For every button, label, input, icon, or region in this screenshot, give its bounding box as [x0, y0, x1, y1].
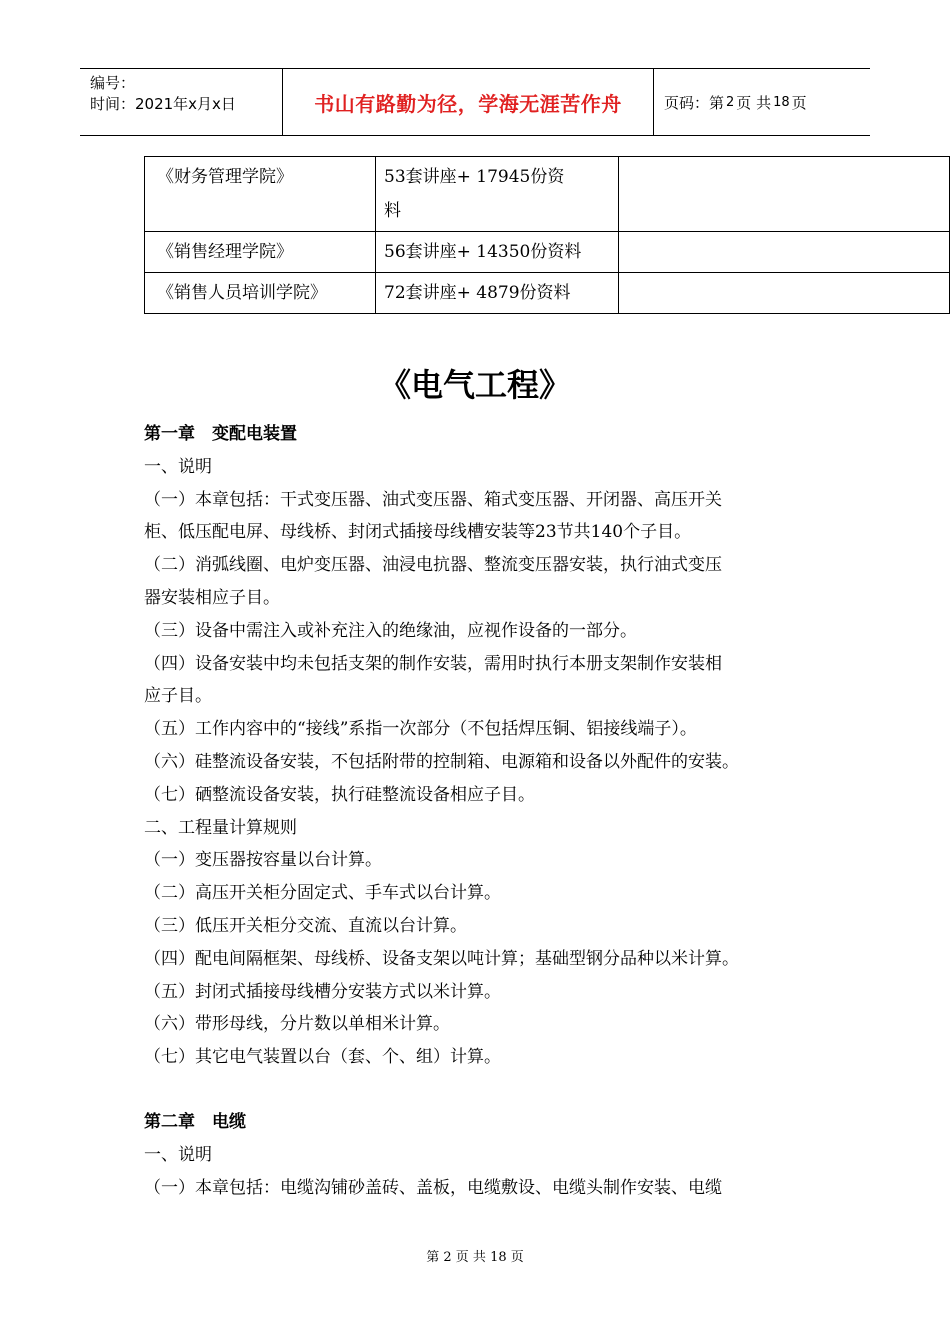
- paragraph-line: （三）设备中需注入或补充注入的绝缘油，应视作设备的一部分。: [144, 620, 637, 641]
- header-page-total: 18: [773, 94, 790, 110]
- section-title: 一、说明: [144, 456, 212, 477]
- paragraph-line: （七）硒整流设备安装，执行硅整流设备相应子目。: [144, 784, 535, 805]
- paragraph-line: （五）工作内容中的“接线”系指一次部分（不包括焊压铜、铝接线端子）。: [144, 719, 697, 740]
- chapter-title: 第一章 变配电装置: [144, 424, 297, 444]
- chapter-title: 第二章 电缆: [144, 1111, 246, 1132]
- table-cell-name: 《销售经理学院》: [145, 232, 376, 273]
- paragraph-line: （六）带形母线，分片数以单相米计算。: [144, 1014, 450, 1035]
- footer-prefix: 第: [426, 1250, 440, 1265]
- header-page-num: 2: [726, 94, 735, 110]
- table-row: [145, 273, 950, 314]
- document-title: 《电气工程》: [378, 366, 571, 404]
- paragraph-line: （二）高压开关柜分固定式、手车式以台计算。: [144, 883, 501, 904]
- header-motto: 书山有路勤为径，学海无涯苦作舟: [282, 69, 654, 135]
- section-title: 一、说明: [144, 1144, 212, 1165]
- spacer: [144, 1074, 824, 1106]
- paragraph-line: （一）本章包括：干式变压器、油式变压器、箱式变压器、开闭器、高压开关: [144, 489, 722, 510]
- header-number-label: 编号：: [90, 74, 136, 92]
- table-cell-extra: [619, 232, 950, 273]
- table-cell-desc-line: 料: [384, 201, 401, 221]
- paragraph-line: （二）消弧线圈、电炉变压器、油浸电抗器、整流变压器安装，执行油式变压: [144, 555, 722, 576]
- paragraph-line: （五）封闭式插接母线槽分安装方式以米计算。: [144, 981, 501, 1002]
- header-page-suffix: 页: [791, 93, 807, 112]
- document-body: [144, 418, 824, 1204]
- header-page-mid: 页 共: [736, 93, 772, 112]
- page-footer: [0, 1246, 950, 1265]
- footer-mid: 页 共: [455, 1250, 486, 1265]
- table-cell-desc-line: 53套讲座+ 17945份资: [384, 167, 565, 187]
- footer-suffix: 页: [510, 1250, 524, 1265]
- paragraph-line: （三）低压开关柜分交流、直流以台计算。: [144, 915, 467, 936]
- paragraph-line: （六）硅整流设备安装，不包括附带的控制箱、电源箱和设备以外配件的安装。: [144, 751, 739, 772]
- table-cell-name: 《财务管理学院》: [145, 157, 376, 232]
- table-row: [145, 232, 950, 273]
- paragraph-line: 器安装相应子目。: [144, 587, 280, 608]
- page-header: [80, 68, 870, 136]
- footer-page-num: 2: [443, 1250, 452, 1265]
- paragraph-line: （四）配电间隔框架、母线桥、设备支架以吨计算；基础型钢分品种以米计算。: [144, 948, 739, 969]
- table-cell-extra: [619, 273, 950, 314]
- paragraph-line: （四）设备安装中均未包括支架的制作安装，需用时执行本册支架制作安装相: [144, 653, 722, 674]
- table-cell-extra: [619, 157, 950, 232]
- paragraph-line: （一）本章包括：电缆沟铺砂盖砖、盖板，电缆敷设、电缆头制作安装、电缆: [144, 1177, 722, 1198]
- paragraph-line: （七）其它电气装置以台（套、个、组）计算。: [144, 1047, 501, 1068]
- paragraph-line: 柜、低压配电屏、母线桥、封闭式插接母线槽安装等23节共140个子目。: [144, 522, 692, 543]
- paragraph-line: 应子目。: [144, 686, 212, 707]
- table-cell-desc: 56套讲座+ 14350份资料: [376, 232, 619, 273]
- table-cell-name: 《销售人员培训学院》: [145, 273, 376, 314]
- table-row: [145, 157, 950, 232]
- header-date-label: 时间：2021年x月x日: [90, 95, 236, 113]
- section-title: 二、工程量计算规则: [144, 817, 297, 838]
- footer-page-total: 18: [490, 1250, 507, 1265]
- header-meta: [80, 69, 282, 135]
- table-cell-desc: [376, 157, 619, 232]
- paragraph-line: （一）变压器按容量以台计算。: [144, 850, 382, 871]
- header-page-info: [654, 69, 870, 135]
- resource-table: [144, 156, 950, 314]
- header-page-prefix: 页码：第: [664, 93, 725, 112]
- table-cell-desc: 72套讲座+ 4879份资料: [376, 273, 619, 314]
